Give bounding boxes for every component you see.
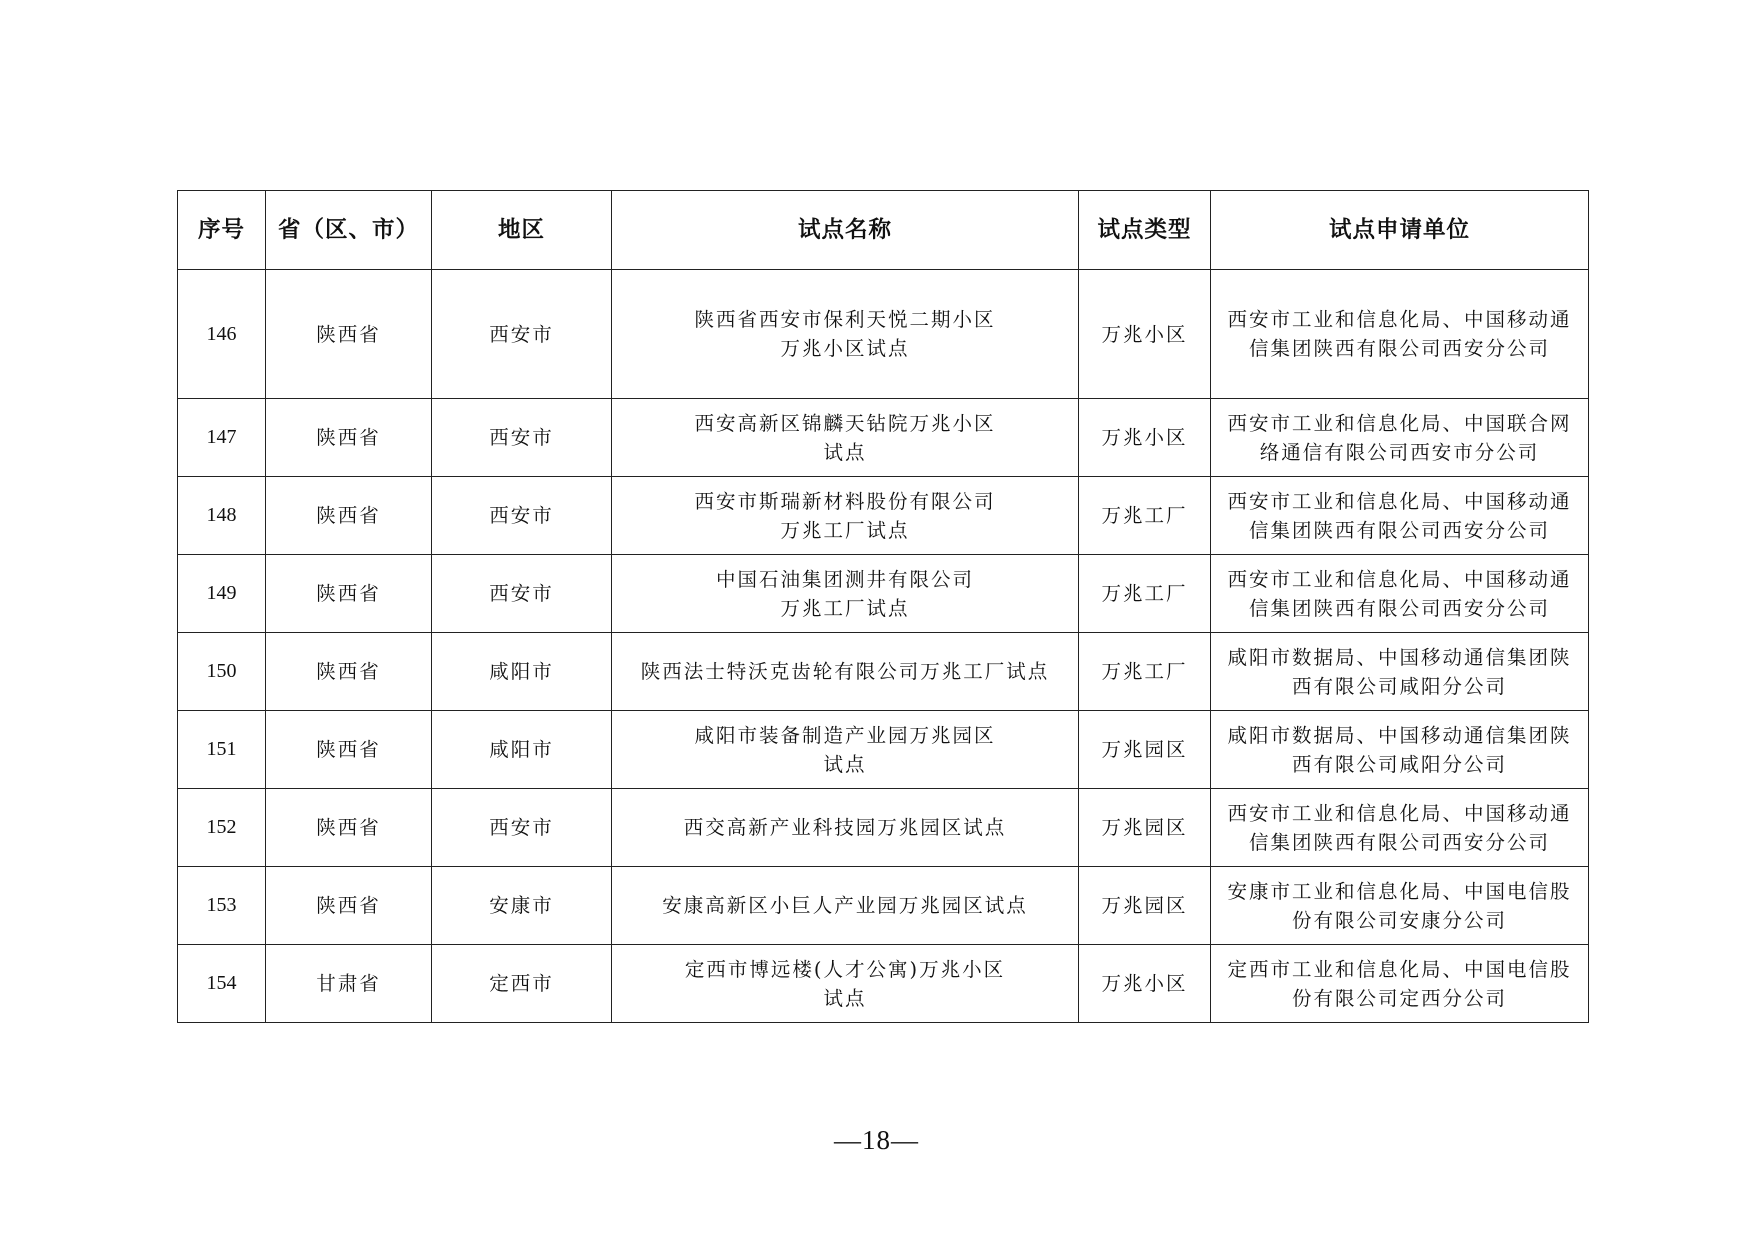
cell-serial-number: 146: [178, 270, 266, 399]
cell-line: 西安市工业和信息化局、中国联合网: [1227, 411, 1572, 435]
cell-region: 西安市: [432, 555, 612, 633]
table-row: [178, 477, 1589, 555]
cell-pilot-type: 万兆小区: [1079, 399, 1211, 477]
cell-line: 咸阳市数据局、中国移动通信集团陕: [1227, 723, 1572, 747]
cell-pilot-name: [612, 555, 1079, 633]
cell-line: 咸阳市数据局、中国移动通信集团陕: [1227, 645, 1572, 669]
cell-line: 定西市工业和信息化局、中国电信股: [1227, 957, 1572, 981]
cell-line: 西交高新产业科技园万兆园区试点: [683, 816, 1007, 839]
table-row: [178, 555, 1589, 633]
cell-applicant: [1211, 270, 1589, 399]
cell-pilot-name: [612, 477, 1079, 555]
cell-province: 陕西省: [266, 867, 432, 945]
table-row: [178, 399, 1589, 477]
cell-applicant: [1211, 711, 1589, 789]
cell-serial-number: 147: [178, 399, 266, 477]
cell-pilot-type: 万兆园区: [1079, 711, 1211, 789]
table-row: [178, 789, 1589, 867]
cell-serial-number: 154: [178, 945, 266, 1023]
cell-line: 试点: [823, 440, 867, 464]
cell-province: 陕西省: [266, 270, 432, 399]
cell-line: 陕西省西安市保利天悦二期小区: [694, 308, 996, 331]
cell-pilot-type: 万兆小区: [1079, 945, 1211, 1023]
cell-pilot-name: [612, 789, 1079, 867]
cell-pilot-type: 万兆工厂: [1079, 555, 1211, 633]
cell-region: 西安市: [432, 477, 612, 555]
cell-line: 西有限公司咸阳分公司: [1291, 752, 1507, 776]
cell-line: 份有限公司定西分公司: [1291, 986, 1507, 1010]
header-pilot-type: 试点类型: [1079, 191, 1211, 270]
cell-line: 西安市工业和信息化局、中国移动通: [1227, 308, 1572, 331]
cell-applicant: [1211, 555, 1589, 633]
cell-region: 西安市: [432, 399, 612, 477]
cell-line: 安康市工业和信息化局、中国电信股: [1227, 879, 1572, 903]
cell-pilot-type: 万兆小区: [1079, 270, 1211, 399]
cell-pilot-type: 万兆园区: [1079, 789, 1211, 867]
cell-serial-number: 150: [178, 633, 266, 711]
cell-region: 定西市: [432, 945, 612, 1023]
cell-applicant: [1211, 789, 1589, 867]
cell-line: 信集团陕西有限公司西安分公司: [1248, 518, 1550, 542]
cell-applicant: [1211, 477, 1589, 555]
cell-applicant: [1211, 945, 1589, 1023]
table-row: [178, 633, 1589, 711]
cell-applicant: [1211, 399, 1589, 477]
cell-line: 信集团陕西有限公司西安分公司: [1248, 337, 1550, 360]
cell-serial-number: 149: [178, 555, 266, 633]
header-serial-number: 序号: [178, 191, 266, 270]
cell-pilot-name: [612, 399, 1079, 477]
cell-province: 陕西省: [266, 477, 432, 555]
cell-province: 陕西省: [266, 711, 432, 789]
cell-serial-number: 153: [178, 867, 266, 945]
cell-pilot-type: 万兆工厂: [1079, 477, 1211, 555]
table-row: [178, 867, 1589, 945]
table-body: [178, 270, 1589, 1023]
cell-line: 中国石油集团测井有限公司: [715, 567, 974, 591]
cell-serial-number: 148: [178, 477, 266, 555]
table-header-row: [178, 191, 1589, 270]
cell-line: 陕西法士特沃克齿轮有限公司万兆工厂试点: [640, 660, 1050, 683]
cell-line: 信集团陕西有限公司西安分公司: [1248, 830, 1550, 854]
cell-pilot-name: [612, 945, 1079, 1023]
cell-pilot-name: [612, 867, 1079, 945]
table-row: [178, 711, 1589, 789]
cell-pilot-name: [612, 711, 1079, 789]
cell-line: 络通信有限公司西安市分公司: [1259, 440, 1540, 464]
cell-region: 咸阳市: [432, 711, 612, 789]
cell-line: 西安高新区锦麟天钻院万兆小区: [694, 411, 996, 435]
cell-line: 安康高新区小巨人产业园万兆园区试点: [662, 894, 1028, 917]
cell-region: 西安市: [432, 270, 612, 399]
cell-line: 西有限公司咸阳分公司: [1291, 674, 1507, 698]
cell-line: 西安市工业和信息化局、中国移动通: [1227, 801, 1572, 825]
cell-line: 万兆工厂试点: [780, 518, 910, 542]
cell-applicant: [1211, 633, 1589, 711]
cell-line: 西安市工业和信息化局、中国移动通: [1227, 567, 1572, 591]
cell-line: 西安市工业和信息化局、中国移动通: [1227, 489, 1572, 513]
table-row: [178, 270, 1589, 399]
cell-serial-number: 151: [178, 711, 266, 789]
cell-region: 安康市: [432, 867, 612, 945]
cell-pilot-name: [612, 633, 1079, 711]
header-pilot-name: 试点名称: [612, 191, 1079, 270]
cell-line: 份有限公司安康分公司: [1291, 908, 1507, 932]
cell-pilot-name: [612, 270, 1079, 399]
cell-line: 试点: [823, 752, 867, 776]
cell-pilot-type: 万兆园区: [1079, 867, 1211, 945]
cell-serial-number: 152: [178, 789, 266, 867]
cell-line: 试点: [823, 986, 867, 1010]
pilot-table: [177, 190, 1589, 1023]
cell-province: 陕西省: [266, 633, 432, 711]
header-region: 地区: [432, 191, 612, 270]
cell-line: 定西市博远楼(人才公寓)万兆小区: [684, 957, 1006, 981]
page-number: —18—: [834, 1125, 919, 1155]
header-province: 省（区、市）: [266, 191, 432, 270]
cell-line: 万兆工厂试点: [780, 596, 910, 620]
cell-line: 信集团陕西有限公司西安分公司: [1248, 596, 1550, 620]
cell-line: 咸阳市装备制造产业园万兆园区: [694, 723, 996, 747]
cell-province: 陕西省: [266, 399, 432, 477]
cell-pilot-type: 万兆工厂: [1079, 633, 1211, 711]
cell-line: 万兆小区试点: [780, 337, 910, 360]
cell-applicant: [1211, 867, 1589, 945]
header-applicant: 试点申请单位: [1211, 191, 1589, 270]
cell-region: 西安市: [432, 789, 612, 867]
cell-province: 甘肃省: [266, 945, 432, 1023]
table-row: [178, 945, 1589, 1023]
cell-province: 陕西省: [266, 789, 432, 867]
cell-line: 西安市斯瑞新材料股份有限公司: [694, 489, 996, 513]
cell-region: 咸阳市: [432, 633, 612, 711]
cell-province: 陕西省: [266, 555, 432, 633]
